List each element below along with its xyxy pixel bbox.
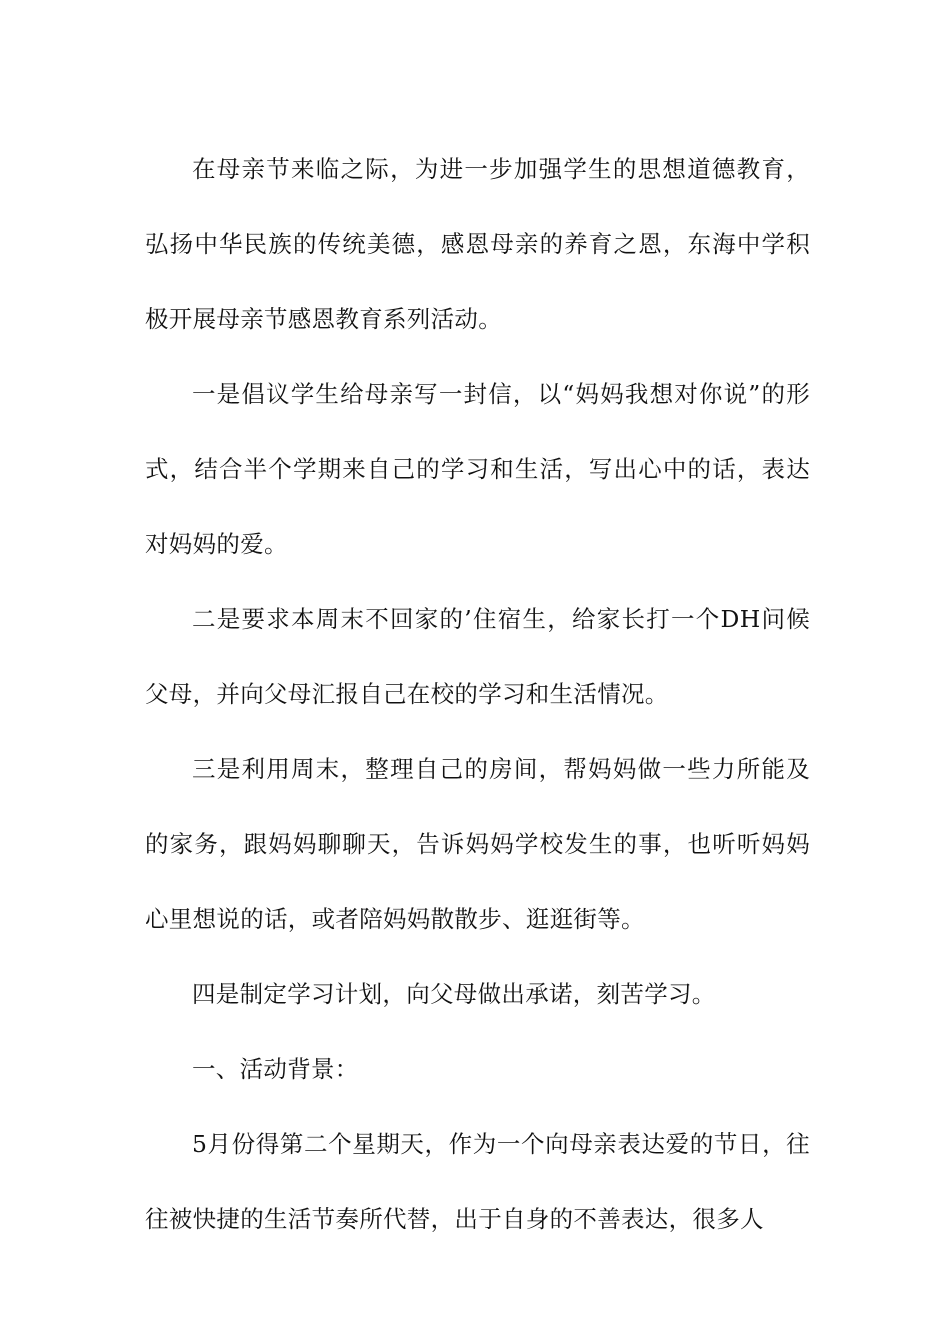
paragraph-activity-three: 三是利用周末，整理自己的房间，帮妈妈做一些力所能及的家务，跟妈妈聊聊天，告诉妈妈学校发生的事，也听听妈妈心里想说的话，或者陪妈妈散散步、逛逛街等。 (145, 755, 810, 933)
paragraph-intro: 在母亲节来临之际，为进一步加强学生的思想道德教育，弘扬中华民族的传统美德，感恩母亲的养育之恩，东海中学积极开展母亲节感恩教育系列活动。 (145, 155, 810, 333)
document-body (145, 132, 810, 1257)
paragraph-activity-two: 二是要求本周末不回家的’住宿生，给家长打一个DH问候父母，并向父母汇报自己在校的学习和生活情况。 (145, 605, 810, 708)
section-heading-background: 一、活动背景： (192, 1055, 359, 1083)
paragraph-background: 5月份得第二个星期天，作为一个向母亲表达爱的节日，往往被快捷的生活节奏所代替，出于自身的不善表达，很多人 (145, 1130, 810, 1233)
paragraph-activity-one: 一是倡议学生给母亲写一封信，以“妈妈我想对你说”的形式，结合半个学期来自己的学习和生活，写出心中的话，表达对妈妈的爱。 (145, 380, 810, 558)
paragraph-activity-four: 四是制定学习计划，向父母做出承诺，刻苦学习。 (192, 980, 716, 1008)
